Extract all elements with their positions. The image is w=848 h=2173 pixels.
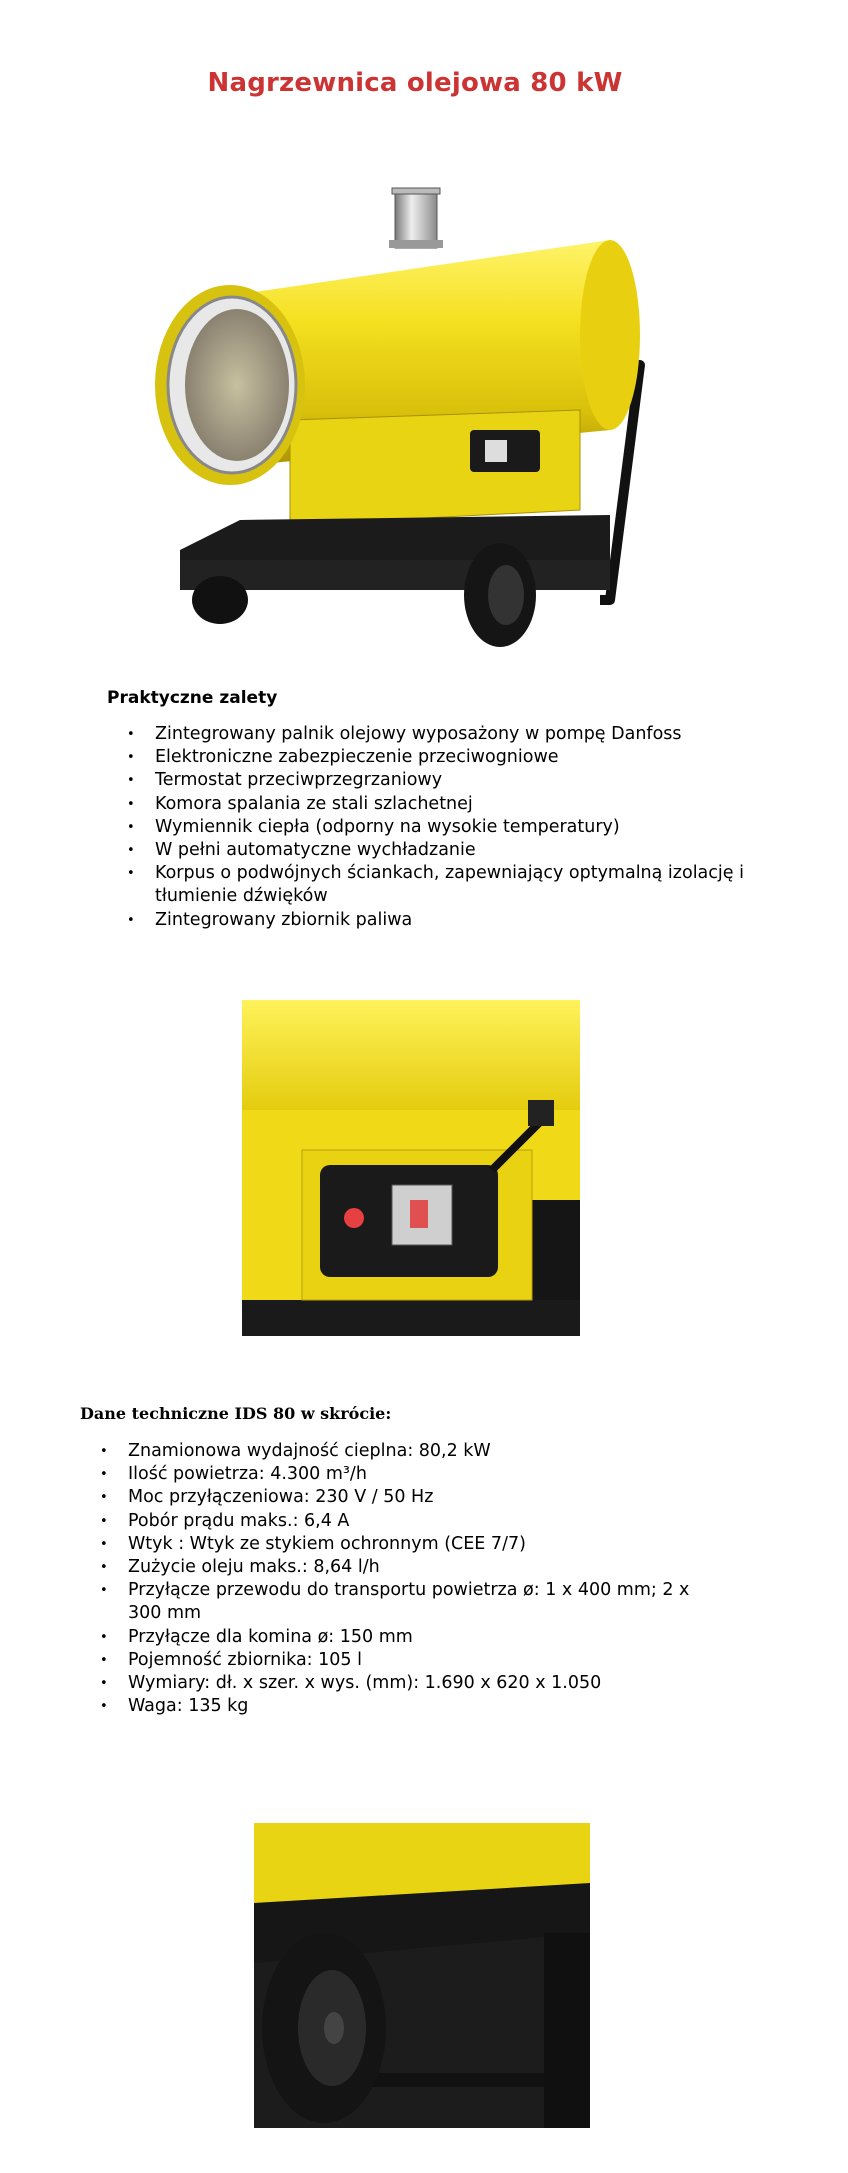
specs-heading: Dane techniczne IDS 80 w skrócie:	[80, 1404, 392, 1423]
list-item: • Przyłącze przewodu do transportu powietrza ø: 1 x 400 mm; 2 x 300 mm	[80, 1579, 720, 1625]
list-item: • Elektroniczne zabezpieczenie przeciwogniowe	[107, 746, 747, 769]
list-item: • Znamionowa wydajność cieplna: 80,2 kW	[80, 1440, 720, 1463]
list-item: • Zużycie oleju maks.: 8,64 l/h	[80, 1556, 720, 1579]
control-panel-image	[242, 1000, 580, 1336]
list-item: • Korpus o podwójnych ściankach, zapewniający optymalną izolację i tłumienie dźwięków	[107, 862, 747, 908]
list-item: • Pojemność zbiornika: 105 l	[80, 1649, 720, 1672]
wheel-closeup-image	[254, 1823, 590, 2128]
list-item: • Termostat przeciwprzegrzaniowy	[107, 769, 747, 792]
features-heading: Praktyczne zalety	[107, 688, 278, 708]
heater-product-image	[140, 180, 680, 660]
list-item: • Wymiary: dł. x szer. x wys. (mm): 1.690 x 620 x 1.050	[80, 1672, 720, 1695]
list-item: • Ilość powietrza: 4.300 m³/h	[80, 1463, 720, 1486]
list-item: • Komora spalania ze stali szlachetnej	[107, 793, 747, 816]
list-item: • Zintegrowany palnik olejowy wyposażony w pompę Danfoss	[107, 723, 747, 746]
list-item: • Waga: 135 kg	[80, 1695, 720, 1718]
list-item: • Zintegrowany zbiornik paliwa	[107, 909, 747, 932]
chimney	[395, 190, 437, 248]
list-item: • Wymiennik ciepła (odporny na wysokie temperatury)	[107, 816, 747, 839]
page-title: Nagrzewnica olejowa 80 kW	[207, 68, 623, 98]
features-list	[107, 723, 747, 932]
specs-list	[80, 1440, 720, 1718]
list-item: • Wtyk : Wtyk ze stykiem ochronnym (CEE 7/7)	[80, 1533, 720, 1556]
list-item: • Przyłącze dla komina ø: 150 mm	[80, 1626, 720, 1649]
list-item: • Pobór prądu maks.: 6,4 A	[80, 1510, 720, 1533]
list-item: • Moc przyłączeniowa: 230 V / 50 Hz	[80, 1486, 720, 1509]
list-item: • W pełni automatyczne wychładzanie	[107, 839, 747, 862]
